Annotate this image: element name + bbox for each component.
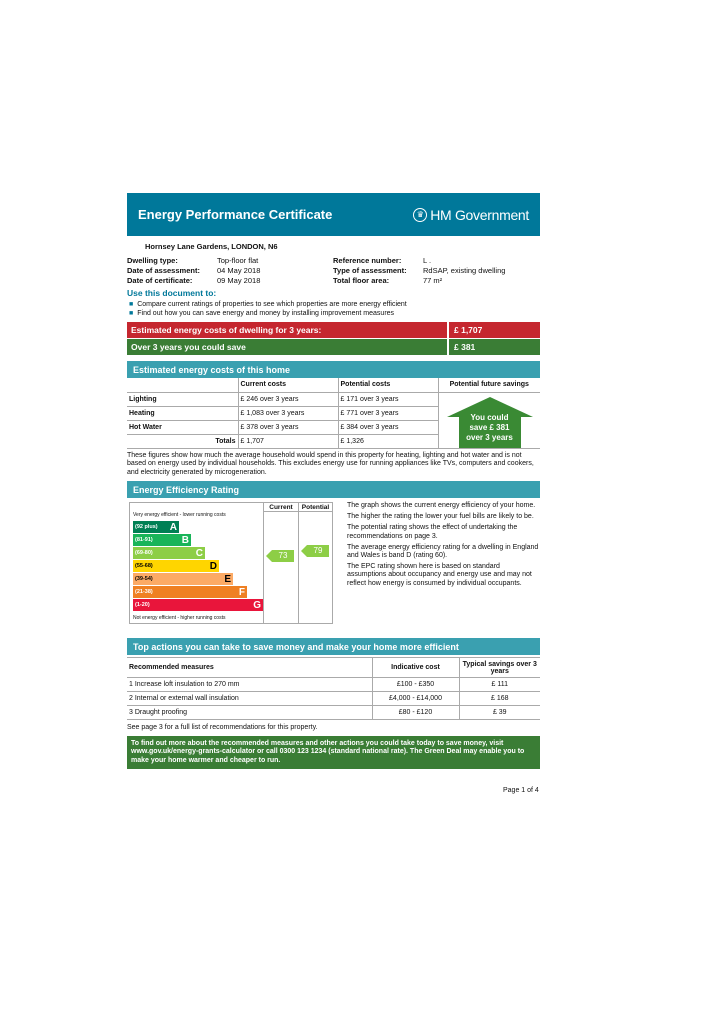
eer-band-letter: E xyxy=(224,573,231,585)
eer-explanation: The graph shows the current energy efficiency of your home. The higher the rating the lower your fuel bills are likely to be. The potential rating shows the effect of undertaking the recommendations on page 3. The average energy efficiency rating for a dwelling in England and Wales is band D (rating 60). The EPC rating shown here is based on standard assumptions about occupancy and energy use and may not reflect how energy is consumed by individual occupants. xyxy=(347,502,539,587)
bullet-icon: ■ xyxy=(129,301,134,308)
table-header: Indicative cost xyxy=(372,658,459,678)
table-header: Potential future savings xyxy=(438,378,540,392)
recommendations-note: See page 3 for a full list of recommendations for this property. xyxy=(127,724,318,731)
table-row: 1 Increase loft insulation to 270 mm £100 - £350 £ 111 xyxy=(127,678,540,692)
page-number: Page 1 of 4 xyxy=(503,787,539,794)
assessment-date-value: 04 May 2018 xyxy=(217,266,261,275)
property-address: Hornsey Lane Gardens, LONDON, N6 xyxy=(145,242,278,251)
table-header: Current costs xyxy=(238,378,338,392)
eer-band-letter: A xyxy=(169,521,177,533)
actions-section-heading: Top actions you can take to save money and make your home more efficient xyxy=(127,638,540,655)
eer-band-range: (21-38) xyxy=(135,589,153,595)
estimated-costs-value: £ 1,707 xyxy=(447,322,540,338)
list-item: ■ Compare current ratings of properties to see which properties are more energy efficient xyxy=(129,301,407,308)
certificate-date-label: Date of certificate: xyxy=(127,276,193,285)
table-header: Typical savings over 3 years xyxy=(459,658,540,678)
certificate-header xyxy=(127,193,540,236)
house-savings-icon xyxy=(447,397,533,445)
savings-text: You could xyxy=(470,412,509,422)
eer-band-e xyxy=(133,573,233,585)
property-details xyxy=(127,256,540,285)
eer-top-label: Very energy efficient - lower running costs xyxy=(133,512,226,518)
eer-band-letter: F xyxy=(238,586,245,598)
eer-band-b xyxy=(133,534,191,546)
eer-band-range: (92 plus) xyxy=(135,524,158,530)
certificate-title: Energy Performance Certificate xyxy=(138,207,333,222)
eer-bottom-label: Not energy efficient - higher running costs xyxy=(133,615,226,621)
dwelling-type-value: Top-floor flat xyxy=(217,256,259,265)
table-row: 3 Draught proofing £80 - £120 £ 39 xyxy=(127,706,540,720)
use-document-heading: Use this document to: xyxy=(127,288,217,298)
table-header-row xyxy=(127,658,540,678)
assessment-type-label: Type of assessment: xyxy=(333,266,407,275)
eer-band-range: (39-54) xyxy=(135,576,153,582)
table-row: Totals £ 1,707 £ 1,326 xyxy=(127,434,540,448)
estimated-costs-label: Estimated energy costs of dwelling for 3 years: xyxy=(131,325,322,335)
eer-band-d xyxy=(133,560,219,572)
eer-section-heading: Energy Efficiency Rating xyxy=(127,481,540,498)
list-item: ■ Find out how you can save energy and money by installing improvement measures xyxy=(129,310,395,317)
table-header xyxy=(127,378,238,392)
potential-rating-arrow xyxy=(307,545,329,557)
dwelling-type-label: Dwelling type: xyxy=(127,256,178,265)
assessment-date-label: Date of assessment: xyxy=(127,266,200,275)
hm-government-text: HM Government xyxy=(430,206,529,223)
floor-area-value: 77 m² xyxy=(423,276,443,285)
green-deal-info: To find out more about the recommended measures and other actions you could take today to save money, visit www.gov.uk/energy-grants-calculator or call 0300 123 1234 (standard national rate). The Green Deal may enable you to make your home warmer and cheaper to run. xyxy=(127,736,540,770)
eer-band-a xyxy=(133,521,179,533)
eer-potential-header: Potential xyxy=(298,502,333,512)
floor-area-label: Total floor area: xyxy=(333,276,390,285)
eer-band-g xyxy=(133,599,263,611)
current-rating-value: 73 xyxy=(278,551,288,561)
table-row: Hot Water £ 378 over 3 years £ 384 over 3 years xyxy=(127,420,540,434)
energy-efficiency-rating xyxy=(127,502,540,624)
table-header-row xyxy=(127,378,540,392)
hm-government-logo xyxy=(413,207,529,223)
crest-icon: ♛ xyxy=(413,208,427,222)
table-header: Potential costs xyxy=(338,378,438,392)
reference-number-label: Reference number: xyxy=(333,256,402,265)
costs-note: These figures show how much the average household would spend in this property for heating, lighting and hot water and is not based on energy used by individual households. This excludes energy use for running appliances like TVs, computers and cookers, and electricity generated by microgeneration. xyxy=(127,451,534,476)
assessment-type-value: RdSAP, existing dwelling xyxy=(423,266,506,275)
could-save-bar xyxy=(127,339,540,355)
eer-band-range: (55-68) xyxy=(135,563,153,569)
eer-current-header: Current xyxy=(263,502,299,512)
eer-band-letter: D xyxy=(209,560,217,572)
eer-band-letter: B xyxy=(181,534,189,546)
savings-text: save £ 381 xyxy=(469,422,510,432)
savings-cell xyxy=(438,392,540,448)
reference-number-value: L . xyxy=(423,256,432,265)
eer-chart xyxy=(129,502,333,624)
eer-band-range: (81-91) xyxy=(135,537,153,543)
could-save-value: £ 381 xyxy=(447,339,540,355)
table-header: Recommended measures xyxy=(127,658,372,678)
table-row: 2 Internal or external wall insulation £4,000 - £14,000 £ 168 xyxy=(127,692,540,706)
table-row: Lighting £ 246 over 3 years £ 171 over 3 years You could save £ 381 over 3 years xyxy=(127,392,540,406)
costs-table xyxy=(127,378,540,449)
eer-band-range: (1-20) xyxy=(135,602,150,608)
use-document-list xyxy=(127,300,540,318)
could-save-label: Over 3 years you could save xyxy=(131,342,246,352)
bullet-icon: ■ xyxy=(129,310,134,317)
table-row: Heating £ 1,083 over 3 years £ 771 over 3 years xyxy=(127,406,540,420)
actions-table xyxy=(127,657,540,720)
potential-rating-value: 79 xyxy=(313,546,323,556)
estimated-costs-bar xyxy=(127,322,540,338)
certificate-page xyxy=(127,193,540,769)
eer-band-letter: C xyxy=(195,547,203,559)
costs-section-heading: Estimated energy costs of this home xyxy=(127,361,540,378)
eer-band-range: (69-80) xyxy=(135,550,153,556)
eer-band-c xyxy=(133,547,205,559)
certificate-date-value: 09 May 2018 xyxy=(217,276,261,285)
savings-text: over 3 years xyxy=(466,432,513,442)
eer-band-letter: G xyxy=(253,599,261,611)
eer-band-f xyxy=(133,586,247,598)
current-rating-arrow xyxy=(272,550,294,562)
